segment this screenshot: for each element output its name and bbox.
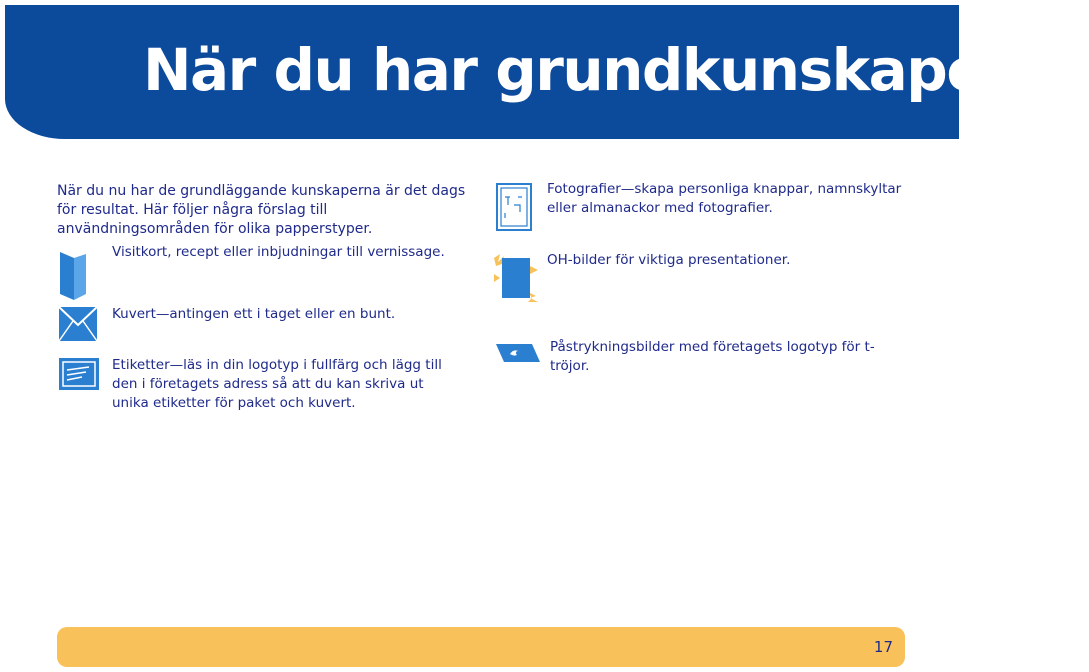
list-item-photos: Fotografier—skapa personliga knappar, namnskyltar eller almanackor med fotografier. [547,181,902,216]
list-item-labels: Etiketter—läs in din logotyp i fullfärg och lägg till den i företagets adress så att du kan skriva ut unika etiketter för paket och kuvert. [112,357,442,411]
intro-paragraph: När du nu har de grundläggande kunskaperna är det dags för resultat. Här följer några förslag till användningsområden för olika papperstyper. [57,183,466,237]
page-number: 17 [873,638,893,656]
list-item-envelopes: Kuvert—antingen ett i taget eller en bunt. [112,306,396,322]
transparency-icon [494,252,538,304]
page-title: När du har grundkunskaperna [143,36,1089,104]
iron-on-transfer-icon [496,342,540,364]
list-item-iron-on: Påstrykningsbilder med företagets logotyp för t-tröjor. [550,339,875,374]
folded-card-icon [58,250,88,302]
label-icon [58,357,100,391]
footer-bar [57,627,905,667]
list-item-cards: Visitkort, recept eller inbjudningar till vernissage. [112,244,445,260]
envelope-icon [58,306,98,342]
header-banner [5,5,1089,139]
list-item-transparencies: OH-bilder för viktiga presentationer. [547,252,791,268]
photo-icon [496,183,532,231]
